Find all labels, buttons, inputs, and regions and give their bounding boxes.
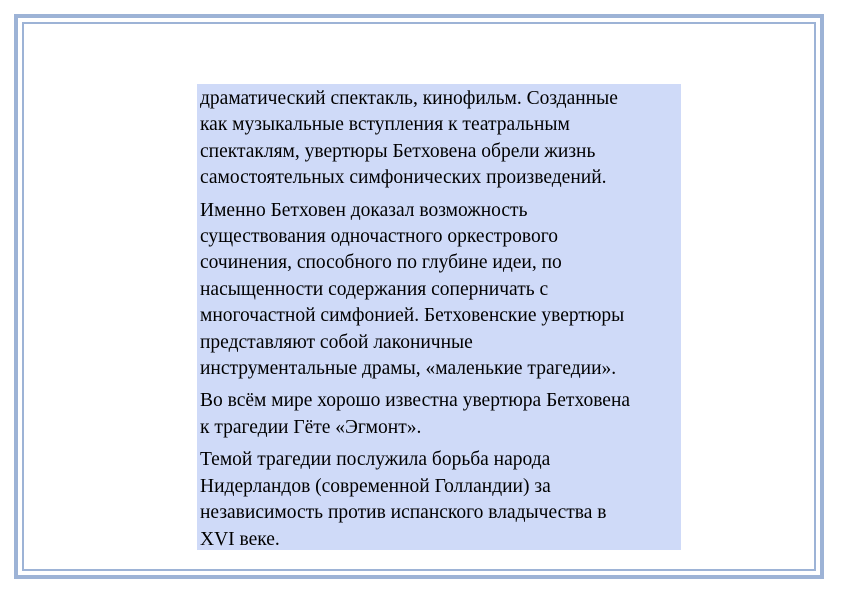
paragraph-beethoven-proof: Именно Бетховен доказал возможность существования одночастного оркестрового сочинения, способного по глубине идеи, по насыщенности содержания соперничать с многочастной симфонией. Бетховенские увертюры представляют собой лаконичные инструментальные драмы, «маленькие трагедии». [200,199,625,380]
paragraph-tragedy-theme: Темой трагедии послужила борьба народа Нидерландов (современной Голландии) за независимость против испанского владычества в XVI веке. [200,449,607,550]
paragraph-egmont: Во всём мире хорошо известна увертюра Бетховена к трагедии Гёте «Эгмонт». [200,390,631,438]
text-box [197,84,681,550]
paragraph-overture-intro: драматический спектакль, кинофильм. Созданные как музыкальные вступления к театральным спектаклям, увертюры Бетховена обрели жизнь самостоятельных симфонических произведений. [200,88,618,189]
